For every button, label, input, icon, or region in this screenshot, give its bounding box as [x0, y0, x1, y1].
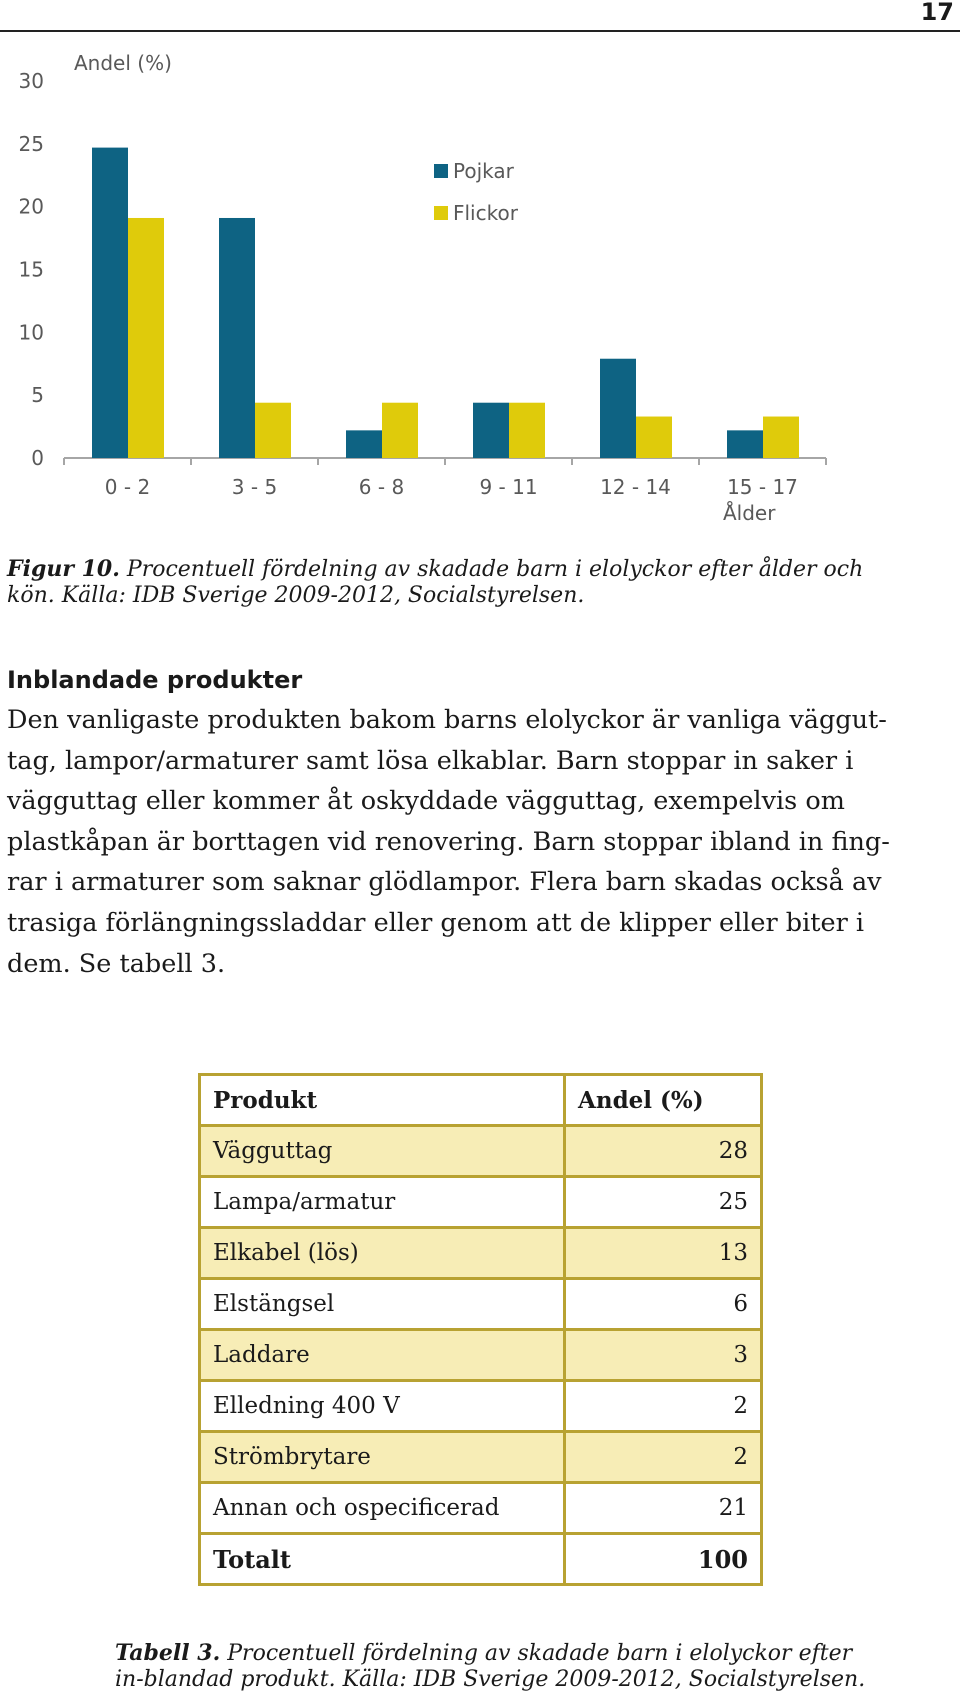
table-cell-product: Laddare — [200, 1330, 565, 1381]
table-caption-label: Tabell 3. — [115, 1640, 221, 1666]
section-heading: Inblandade produkter — [7, 666, 303, 694]
table-cell-share: 3 — [565, 1330, 762, 1381]
table-cell-share: 25 — [565, 1177, 762, 1228]
x-tick-label: 9 - 11 — [479, 475, 538, 499]
body-line: Den vanligaste produkten bakom barns elolyckor är vanliga väggut- — [7, 705, 887, 735]
body-line: dem. Se tabell 3. — [7, 948, 226, 979]
body-line: plastkåpan är borttagen vid renovering. Barn stoppar ibland in fing- — [7, 826, 890, 857]
table-caption-text: Procentuell fördelning av skadade barn i elolyckor efter in-blandad produkt. Källa: IDB Sverige 2009-2012, Socialstyrelsen. — [115, 1641, 866, 1692]
table-cell-product: Lampa/armatur — [200, 1177, 565, 1228]
bar-pojkar — [92, 148, 128, 458]
bar-pojkar — [346, 430, 382, 458]
table-total-share: 100 — [565, 1534, 762, 1585]
table-caption — [115, 1640, 875, 1693]
table-cell-share: 2 — [565, 1381, 762, 1432]
y-tick-label: 30 — [18, 69, 44, 93]
table-total-product: Totalt — [200, 1534, 565, 1585]
page-header — [0, 0, 960, 32]
table-cell-product: Annan och ospecificerad — [200, 1483, 565, 1534]
body-line: vägguttag eller kommer åt oskyddade vägguttag, exempelvis om — [7, 786, 845, 817]
bar-flickor — [128, 218, 164, 458]
table-row — [200, 1228, 762, 1279]
product-table — [198, 1073, 763, 1586]
table-cell-share: 6 — [565, 1279, 762, 1330]
y-tick-label: 20 — [18, 194, 44, 219]
table-row — [200, 1381, 762, 1432]
table-row — [200, 1177, 762, 1228]
figure-caption-text: Procentuell fördelning av skadade barn i elolyckor efter ålder och kön. Källa: IDB Sverige 2009-2012, Socialstyrelsen. — [7, 557, 864, 608]
y-tick-label: 25 — [18, 131, 44, 156]
table-row — [200, 1330, 762, 1381]
table-row — [200, 1432, 762, 1483]
table-cell-product: Strömbrytare — [200, 1432, 565, 1483]
body-line: trasiga förlängningssladdar eller genom att de klipper eller biter i — [7, 907, 865, 938]
table-cell-product: Vägguttag — [200, 1126, 565, 1177]
x-axis-label: Ålder — [723, 501, 776, 525]
x-tick-label: 3 - 5 — [231, 475, 278, 499]
bar-flickor — [763, 417, 799, 458]
table-cell-share: 13 — [565, 1228, 762, 1279]
table-header-row — [200, 1075, 762, 1126]
legend-swatch — [434, 206, 448, 220]
table-cell-product: Elstängsel — [200, 1279, 565, 1330]
x-tick-label: 0 - 2 — [104, 475, 151, 499]
x-tick-label: 15 - 17 — [727, 475, 798, 499]
table-cell-product: Elkabel (lös) — [200, 1228, 565, 1279]
bar-flickor — [636, 417, 672, 458]
table-header-product: Produkt — [200, 1075, 565, 1126]
bar-pojkar — [600, 359, 636, 458]
bar-pojkar — [727, 430, 763, 458]
body-paragraph — [7, 700, 922, 984]
legend-label: Flickor — [453, 201, 518, 225]
table-cell-share: 21 — [565, 1483, 762, 1534]
table-header-share: Andel (%) — [565, 1075, 762, 1126]
table-row — [200, 1279, 762, 1330]
y-tick-label: 10 — [18, 320, 44, 345]
page-number: 17 — [920, 0, 954, 26]
table-row — [200, 1126, 762, 1177]
body-line: tag, lampor/armaturer samt lösa elkablar. Barn stoppar in saker i — [7, 745, 854, 776]
table-cell-product: Elledning 400 V — [200, 1381, 565, 1432]
y-tick-label: 5 — [31, 383, 44, 408]
y-tick-label: 0 — [31, 446, 44, 470]
table-total-row — [200, 1534, 762, 1585]
legend-swatch — [434, 164, 448, 178]
table-cell-share: 2 — [565, 1432, 762, 1483]
figure-caption-label: Figur 10. — [7, 556, 120, 582]
bar-pojkar — [219, 218, 255, 458]
y-axis-label: Andel (%) — [74, 51, 172, 75]
legend-label: Pojkar — [453, 159, 514, 183]
table-cell-share: 28 — [565, 1126, 762, 1177]
bar-flickor — [382, 403, 418, 458]
y-tick-label: 15 — [18, 257, 44, 282]
body-line: rar i armaturer som saknar glödlampor. Flera barn skadas också av — [7, 867, 882, 898]
figure-caption — [7, 556, 907, 609]
bar-flickor — [509, 403, 545, 458]
table-row — [200, 1483, 762, 1534]
x-tick-label: 6 - 8 — [358, 475, 405, 499]
x-tick-label: 12 - 14 — [600, 475, 671, 499]
bar-pojkar — [473, 403, 509, 458]
bar-flickor — [255, 403, 291, 458]
bar-chart — [0, 40, 960, 540]
